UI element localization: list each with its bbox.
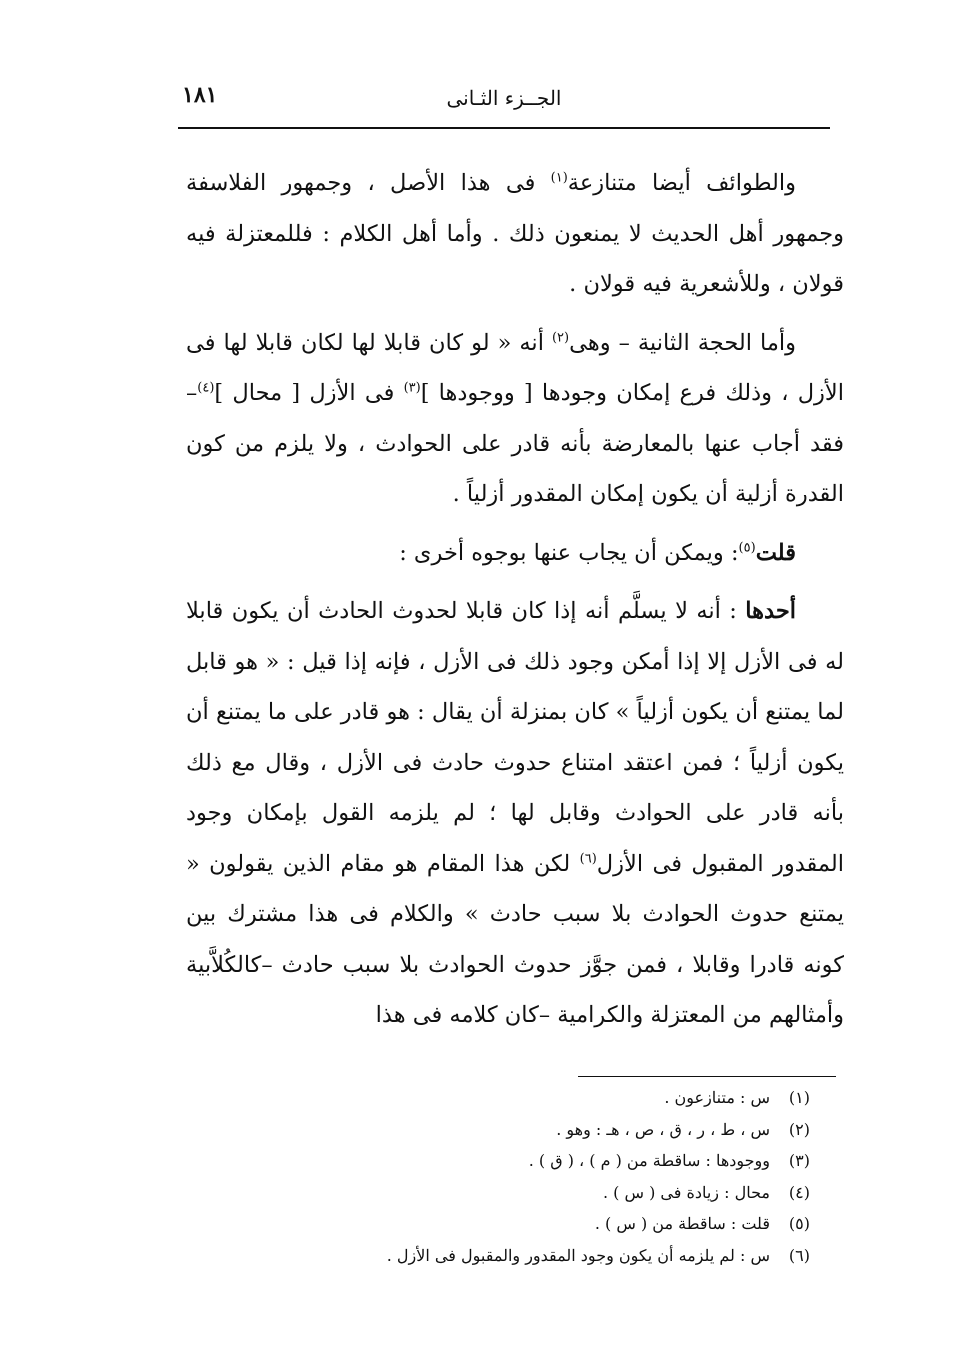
footnote-text: محال : زيادة فى ( س ) . [602,1182,770,1202]
paragraph-1-text-cont: فى هذا الأصل ، وجمهور الفلاسفة وجمهور أهل الحديث لا يمنعون ذلك . وأما أهل الكلام : فللمعتزلة فيه قولان ، وللأشعرية فيه قولان . [186,170,844,297]
paragraph-1 [186,158,844,310]
paragraph-3-lead: قلت [755,539,796,566]
footnote-6 [340,1240,810,1272]
footnote-ref-2: (٢) [551,330,570,345]
page-number: ١٨١ [182,82,218,108]
footnote-ref-4: (٤) [197,380,215,396]
footnote-text: ووجودها : ساقطة من ( م ) ، ( ق ) . [528,1151,770,1170]
page-header [178,78,830,118]
footnote-text: س : لم يلزمه أن يكون وجود المقدور والمقبول فى الأزل . [386,1245,770,1265]
footnote-number: (٣) [788,1151,810,1170]
footnote-text: س ، ط ، ر ، ق ، ص ، هـ : وهو . [556,1119,770,1139]
paragraph-2-text-cont: أنه « لو كان قابلا لها لكان قابلا لها فى الأزل ، وذلك فرع إمكان وجودها [ ووجودها ] [186,329,844,406]
paragraph-4-lead: أحدها [745,598,796,624]
footnote-1 [340,1082,810,1114]
paragraph-4-text: : أنه لا يسلَّم أنه إذا كان قابلا لحدوث الحادث أن يكون قابلا له فى الأزل إلا إذا أمكن وجود ذلك فى الأزل ، فإنه إذا قيل : « هو قابل لما يمتنع أن يكون أزلياً » كان بمنزلة أن يقال : هو قادر على ما يمتنع أن يكون أزلياً ؛ فمن اعتقد امتناع حدوث حادث فى الأزل ، وقال مع ذلك بأنه قادر على الحوادث وقابل لها ؛ لم يلزمه القول بإمكان وجود المقدور المقبول فى الأزل [186,598,844,877]
footnote-ref-3: (٣) [403,380,421,396]
paragraph-2-text-cont3: – فقد أجاب عنها بالمعارضة بأنه قادر على الحوادث ، ولا يلزم من كون القدرة أزلية أن يكون إمكان المقدور أزلياً . [186,380,844,507]
header-rule [178,127,830,129]
paragraph-4-text-cont: لكن هذا المقام هو مقام الذين يقولون « يمتنع حدوث الحوادث بلا سبب حادث » والكلام فى هذا مشترك بين كونه قادرا وقابلا ، فمن جوَّز حدوث الحوادث بلا سبب حادث –كالكُلاَّبية وأمثالهم من المعتزلة والكرامية –كان كلامه فى هذا [186,850,844,1028]
paragraph-2-text-cont2: فى الأزل [ محال ] [214,380,404,406]
footnote-2 [340,1114,810,1146]
footnote-5 [340,1208,810,1240]
footnote-number: (٥) [788,1214,810,1233]
footnote-3 [340,1145,810,1177]
footnote-rule [578,1076,836,1077]
paragraph-4 [186,586,844,1041]
footnote-number: (٦) [788,1245,810,1265]
footnote-text: قلت : ساقطة من ( س ) . [594,1214,770,1233]
paragraph-2-text: وأما الحجة الثانية – وهى [569,329,796,356]
footnotes [340,1082,810,1271]
running-title: الجــزء الثـانى [446,86,562,110]
paragraph-3 [186,528,844,579]
footnote-number: (٢) [788,1119,810,1139]
footnote-ref-6: (٦) [579,851,597,866]
footnote-number: (٤) [788,1182,810,1202]
paragraph-2 [186,318,844,520]
footnote-ref-5: (٥) [738,540,756,555]
main-text [186,158,844,1041]
paragraph-1-text: والطوائف أيضا متنازعة [567,170,796,196]
footnote-ref-1: (١) [550,170,568,186]
footnote-text: س : متنازعون . [664,1088,770,1107]
paragraph-3-text: : ويمكن أن يجاب عنها بوجوه أخرى : [399,539,739,566]
footnote-number: (١) [788,1088,810,1107]
footnote-4 [340,1177,810,1209]
